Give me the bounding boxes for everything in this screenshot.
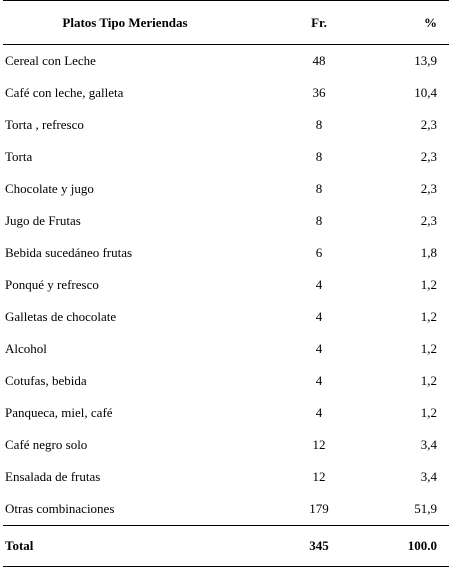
table-row	[3, 45, 449, 78]
table-row	[3, 205, 449, 237]
row-percent: 2,3	[420, 117, 437, 132]
table-row	[3, 109, 449, 141]
row-dish-name: Cereal con Leche	[5, 53, 96, 68]
row-percent: 2,3	[420, 149, 437, 164]
header-frequency: Fr.	[253, 1, 363, 45]
total-frequency: 345	[253, 526, 363, 567]
row-frequency: 8	[315, 181, 323, 196]
row-dish-name: Jugo de Frutas	[5, 213, 81, 228]
row-percent: 10,4	[414, 85, 437, 100]
table-row	[3, 141, 449, 173]
table-row	[3, 429, 449, 461]
row-percent: 2,3	[420, 213, 437, 228]
table-row	[3, 269, 449, 301]
row-frequency: 6	[315, 245, 323, 260]
row-frequency: 8	[315, 213, 323, 228]
row-percent: 13,9	[414, 53, 437, 68]
meriendas-table	[3, 0, 449, 567]
row-frequency: 4	[315, 341, 323, 356]
table-footer	[3, 526, 449, 567]
table-row	[3, 493, 449, 526]
row-percent: 1,2	[420, 341, 437, 356]
row-dish-name: Ponqué y refresco	[5, 277, 99, 292]
row-frequency: 8	[315, 149, 323, 164]
header-row	[3, 1, 449, 45]
row-dish-name: Café negro solo	[5, 437, 88, 452]
row-percent: 1,8	[420, 245, 437, 260]
row-percent: 3,4	[420, 437, 437, 452]
table-body	[3, 45, 449, 526]
row-frequency: 4	[315, 405, 323, 420]
row-dish-name: Cotufas, bebida	[5, 373, 87, 388]
table-row	[3, 173, 449, 205]
meriendas-table-container	[3, 0, 449, 567]
row-frequency: 8	[315, 117, 323, 132]
header-platos: Platos Tipo Meriendas	[3, 1, 253, 45]
header-percent: %	[363, 1, 449, 45]
row-frequency: 36	[312, 85, 326, 100]
row-dish-name: Torta	[5, 149, 33, 164]
table-row	[3, 333, 449, 365]
row-percent: 1,2	[420, 373, 437, 388]
row-percent: 1,2	[420, 277, 437, 292]
row-dish-name: Ensalada de frutas	[5, 469, 101, 484]
row-dish-name: Chocolate y jugo	[5, 181, 94, 196]
table-header	[3, 1, 449, 45]
row-frequency: 179	[309, 501, 329, 516]
table-row	[3, 365, 449, 397]
total-row	[3, 526, 449, 567]
row-frequency: 4	[315, 277, 323, 292]
row-dish-name: Panqueca, miel, café	[5, 405, 113, 420]
table-row	[3, 461, 449, 493]
row-dish-name: Otras combinaciones	[5, 501, 115, 516]
row-percent: 3,4	[420, 469, 437, 484]
row-percent: 51,9	[414, 501, 437, 516]
row-dish-name: Café con leche, galleta	[5, 85, 124, 100]
row-frequency: 48	[312, 53, 326, 68]
total-percent: 100.0	[363, 526, 449, 567]
row-dish-name: Torta , refresco	[5, 117, 84, 132]
row-frequency: 4	[315, 309, 323, 324]
row-frequency: 12	[312, 437, 326, 452]
row-dish-name: Bebida sucedáneo frutas	[5, 245, 133, 260]
table-row	[3, 237, 449, 269]
row-percent: 1,2	[420, 405, 437, 420]
row-frequency: 12	[312, 469, 326, 484]
table-row	[3, 77, 449, 109]
row-frequency: 4	[315, 373, 323, 388]
row-dish-name: Alcohol	[5, 341, 47, 356]
table-row	[3, 301, 449, 333]
row-dish-name: Galletas de chocolate	[5, 309, 117, 324]
table-row	[3, 397, 449, 429]
row-percent: 2,3	[420, 181, 437, 196]
total-label: Total	[3, 526, 253, 567]
row-percent: 1,2	[420, 309, 437, 324]
